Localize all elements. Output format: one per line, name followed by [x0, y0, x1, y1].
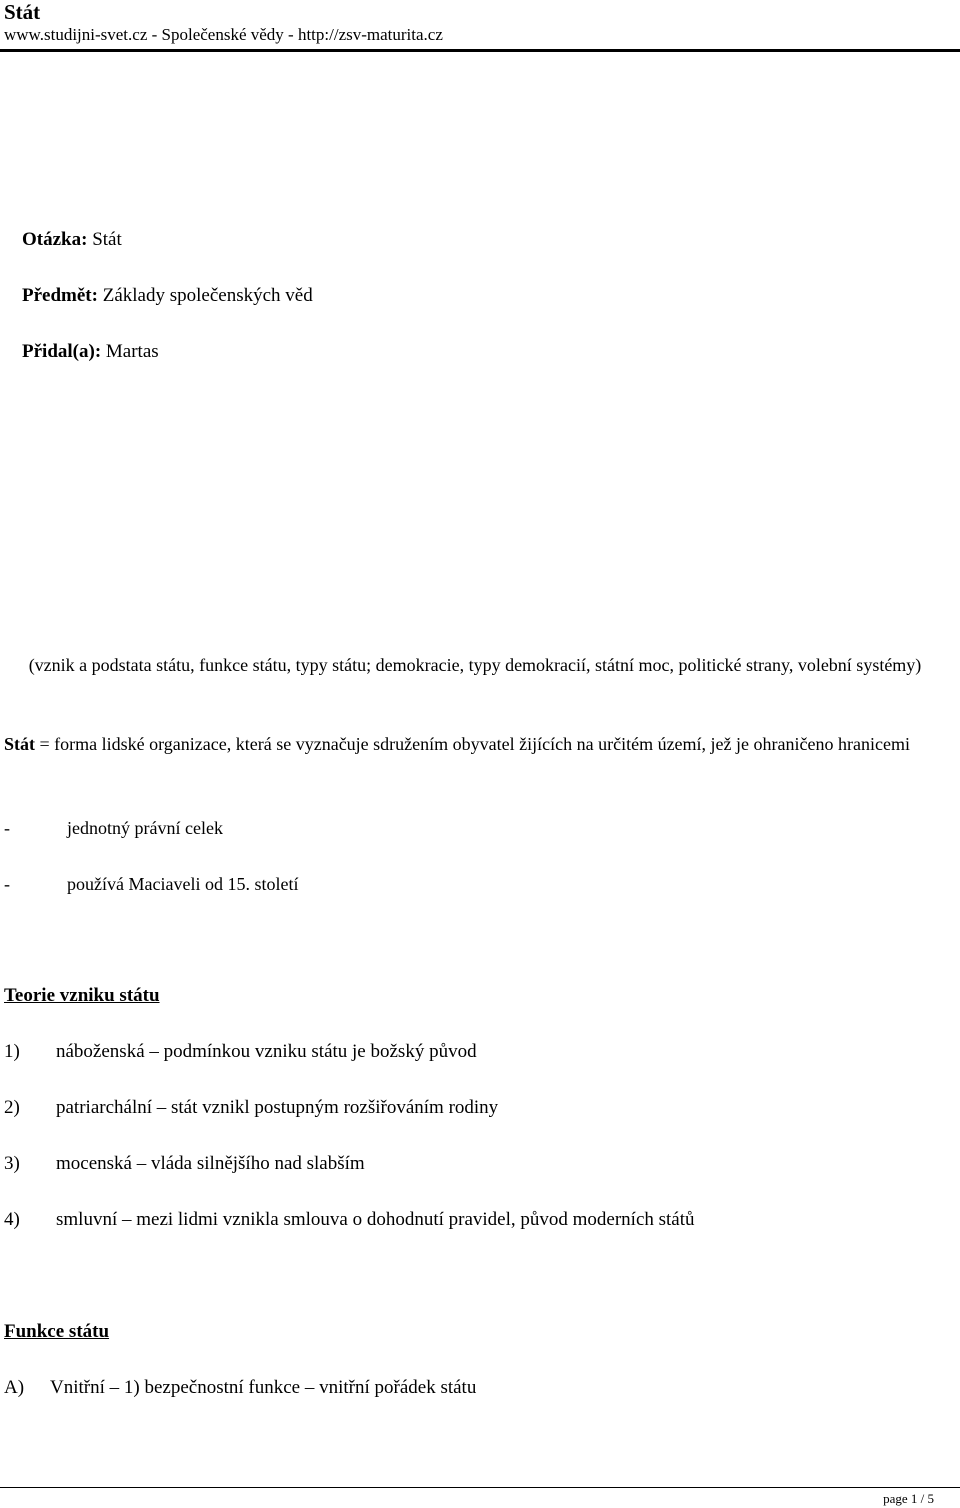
- list-item-text: patriarchální – stát vznikl postupným rozšiřováním rodiny: [56, 1097, 499, 1118]
- subject-line: [22, 285, 313, 307]
- list-item: [4, 873, 298, 895]
- list-item-text: smluvní – mezi lidmi vznikla smlouva o dohodnutí pravidel, původ moderních států: [56, 1209, 695, 1230]
- list-item-text: mocenská – vláda silnějšího nad slabším: [56, 1153, 365, 1174]
- list-item-text: Vnitřní – 1) bezpečnostní funkce – vnitřní pořádek státu: [50, 1377, 477, 1398]
- list-marker: 2): [4, 1097, 20, 1118]
- list-marker: 1): [4, 1041, 20, 1062]
- definition-text: = forma lidské organizace, která se vyznačuje sdružením obyvatel žijících na určitém území, jež je ohraničeno hranicemi: [35, 734, 910, 754]
- list-item-text: náboženská – podmínkou vzniku státu je božský původ: [56, 1041, 477, 1062]
- author-value: Martas: [105, 341, 159, 362]
- section-heading-theories: Teorie vzniku státu: [4, 985, 160, 1006]
- document-source-line: www.studijni-svet.cz - Společenské vědy - http://zsv-maturita.cz: [4, 25, 443, 44]
- list-item: [4, 1153, 365, 1175]
- section-heading-functions: Funkce státu: [4, 1321, 110, 1342]
- topic-scope: (vznik a podstata státu, funkce státu, typy státu; demokracie, typy demokracií, státní moc, politické strany, volební systémy): [28, 655, 922, 675]
- definition-term: Stát: [4, 734, 35, 754]
- question-line: [22, 229, 122, 251]
- list-marker: -: [4, 874, 10, 894]
- list-item: [4, 1097, 498, 1119]
- list-item: [4, 1041, 477, 1063]
- author-label: Přidal(a):: [22, 341, 102, 362]
- question-value: Stát: [92, 229, 122, 250]
- subject-label: Předmět:: [22, 285, 98, 306]
- subject-value: Základy společenských věd: [102, 285, 313, 306]
- list-marker: -: [4, 818, 10, 838]
- list-item: [4, 1209, 695, 1231]
- list-marker: 4): [4, 1209, 20, 1230]
- page-number: page 1 / 5: [883, 1491, 934, 1506]
- question-label: Otázka:: [22, 229, 88, 250]
- document-title: Stát: [4, 0, 41, 24]
- list-item: [4, 817, 223, 839]
- list-marker: A): [4, 1377, 25, 1398]
- footer-divider: [0, 1487, 960, 1488]
- state-definition: [4, 730, 954, 758]
- list-item-text: jednotný právní celek: [67, 818, 223, 838]
- list-item-text: používá Maciaveli od 15. století: [67, 874, 299, 894]
- author-line: [22, 341, 159, 363]
- list-item: [4, 1377, 476, 1399]
- list-marker: 3): [4, 1153, 20, 1174]
- header-divider: [0, 49, 960, 52]
